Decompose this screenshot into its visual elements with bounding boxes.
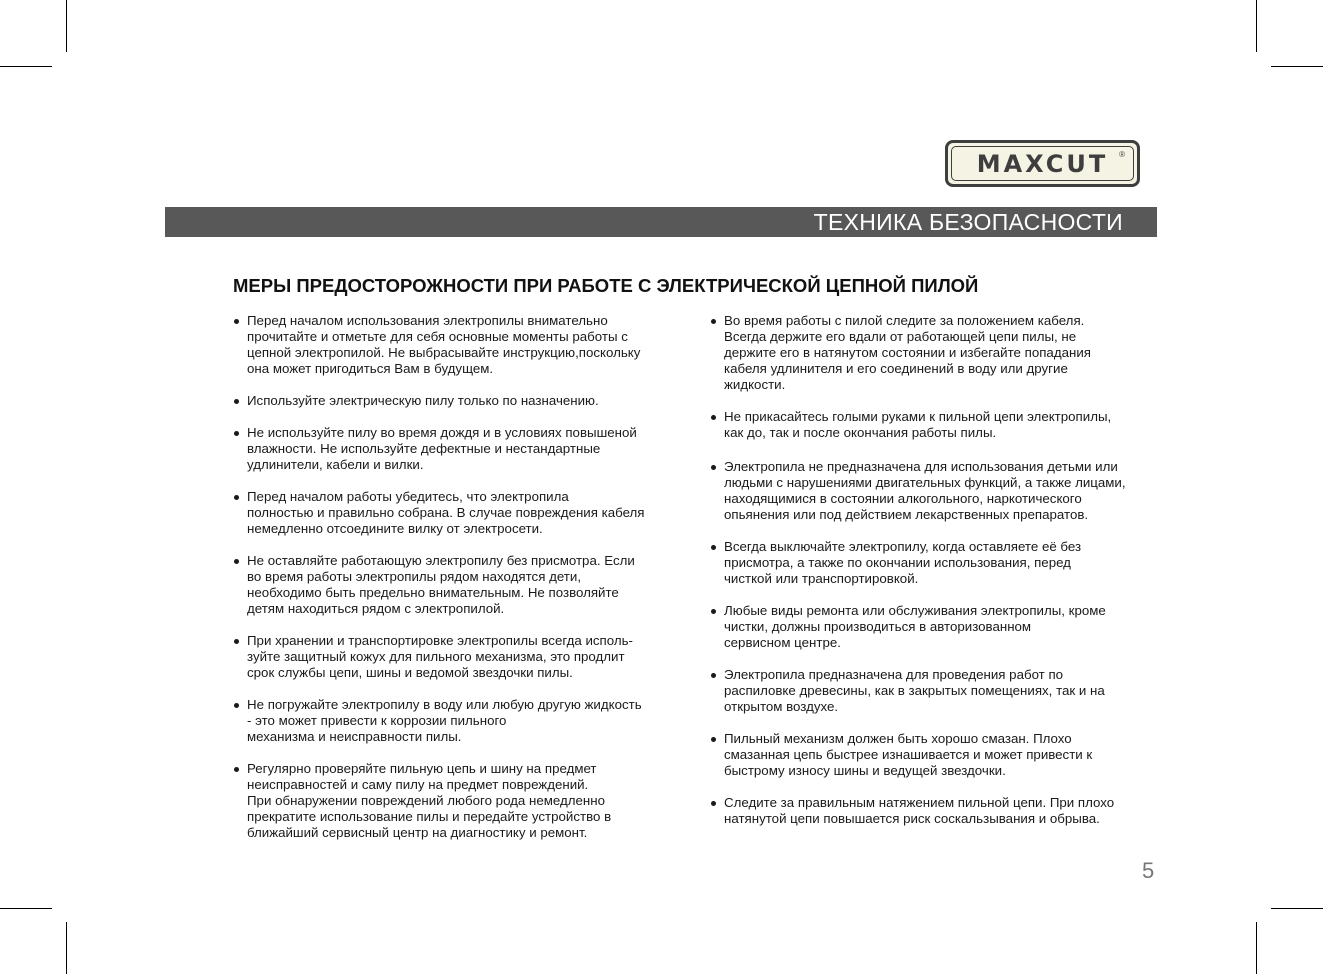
list-item-text: Регулярно проверяйте пильную цепь и шину на предмет неисправностей и саму пилу на предмет повреждений. При обнаружении повреждений любого рода немедленно прекратите использование пилы и передайте устройство в ближайший сервисный центр на диагностику и ремонт. [247, 761, 612, 840]
page-number: 5 [1142, 858, 1155, 883]
brand-logo [945, 140, 1140, 187]
list-item-text: Во время работы с пилой следите за положением кабеля. Всегда держите его вдали от работающей цепи пилы, не держите его в натянутом состоянии и избегайте попадания кабеля удлинителя и его соединений в воду или другие жидкости. [724, 313, 1091, 392]
crop-mark [0, 66, 52, 67]
page-heading: МЕРЫ ПРЕДОСТОРОЖНОСТИ ПРИ РАБОТЕ С ЭЛЕКТРИЧЕСКОЙ ЦЕПНОЙ ПИЛОЙ [233, 275, 979, 296]
list-item-text: При хранении и транспортировке электропилы всегда исполь- зуйте защитный кожух для пильного механизма, это продлит срок службы цепи, шины и ведомой звездочки пилы. [247, 633, 633, 680]
list-item [709, 459, 1161, 523]
crop-mark [1271, 908, 1323, 909]
list-item-text: Перед началом использования электропилы внимательно прочитайте и отметьте для себя основные моменты работы с цепной электропилой. Не выбрасывайте инструкцию,поскольку она может пригодиться Вам в будущем. [247, 313, 641, 376]
list-item [709, 795, 1161, 827]
list-item-text: Не погружайте электропилу в воду или любую другую жидкость - это может привести к коррозии пильного механизма и неисправности пилы. [247, 697, 642, 744]
list-item [709, 603, 1161, 651]
list-item-text: Не оставляйте работающую электропилу без присмотра. Если во время работы электропилы рядом находятся дети, необходимо быть предельно внимательным. Не позволяйте детям находиться рядом с электропилой. [247, 553, 635, 616]
list-item [232, 313, 677, 377]
list-item [709, 409, 1161, 441]
list-item-text: Используйте электрическую пилу только по назначению. [247, 393, 599, 408]
list-item [709, 539, 1161, 587]
list-item-text: Электропила предназначена для проведения работ по распиловке древесины, как в закрытых помещениях, так и на открытом воздухе. [724, 667, 1105, 714]
list-item-text: Перед началом работы убедитесь, что электропила полностью и правильно собрана. В случае повреждения кабеля немедленно отсоедините вилку от электросети. [247, 489, 645, 536]
list-item-text: Не используйте пилу во время дождя и в условиях повышеной влажности. Не используйте дефектные и нестандартные удлинители, кабели и вилки. [247, 425, 637, 472]
list-item-text: Любые виды ремонта или обслуживания электропилы, кроме чистки, должны производиться в авторизованном сервисном центре. [724, 603, 1106, 650]
registered-mark: ® [1119, 150, 1125, 159]
list-item [232, 553, 677, 617]
list-item-text: Не прикасайтесь голыми руками к пильной цепи электропилы, как до, так и после окончания работы пилы. [724, 409, 1112, 440]
crop-mark [1271, 66, 1323, 67]
list-item [709, 667, 1161, 715]
list-item-text: Всегда выключайте электропилу, когда оставляете её без присмотра, а также по окончании использования, перед чисткой или транспортировкой. [724, 539, 1082, 586]
list-item [232, 489, 677, 537]
list-item-text: Пильный механизм должен быть хорошо смазан. Плохо смазанная цепь быстрее изнашивается и может привести к быстрому износу шины и ведущей звездочки. [724, 731, 1093, 778]
section-title: ТЕХНИКА БЕЗОПАСНОСТИ [813, 208, 1123, 235]
list-item-text: Следите за правильным натяжением пильной цепи. При плохо натянутой цепи повышается риск соскальзывания и обрыва. [724, 795, 1115, 826]
list-item [709, 313, 1161, 393]
right-safety-list [709, 313, 1161, 843]
list-item [232, 393, 677, 409]
brand-logo-frame [951, 146, 1134, 181]
crop-mark [66, 0, 67, 52]
crop-mark [1256, 922, 1257, 974]
list-item [232, 697, 677, 745]
list-item [232, 425, 677, 473]
list-item [232, 633, 677, 681]
list-item-text: Электропила не предназначена для использования детьми или людьми с нарушениями двигательных функций, а также лицами, находящимися в состоянии алкогольного, наркотического опьянения или под действием лекарственных препаратов. [724, 459, 1126, 522]
crop-mark [0, 908, 52, 909]
section-title-bar [165, 207, 1157, 237]
list-item [709, 731, 1161, 779]
crop-mark [1256, 0, 1257, 52]
crop-mark [66, 922, 67, 974]
left-safety-list [232, 313, 677, 857]
list-item [232, 761, 677, 841]
brand-logo-text: MAXCUT [976, 149, 1109, 178]
